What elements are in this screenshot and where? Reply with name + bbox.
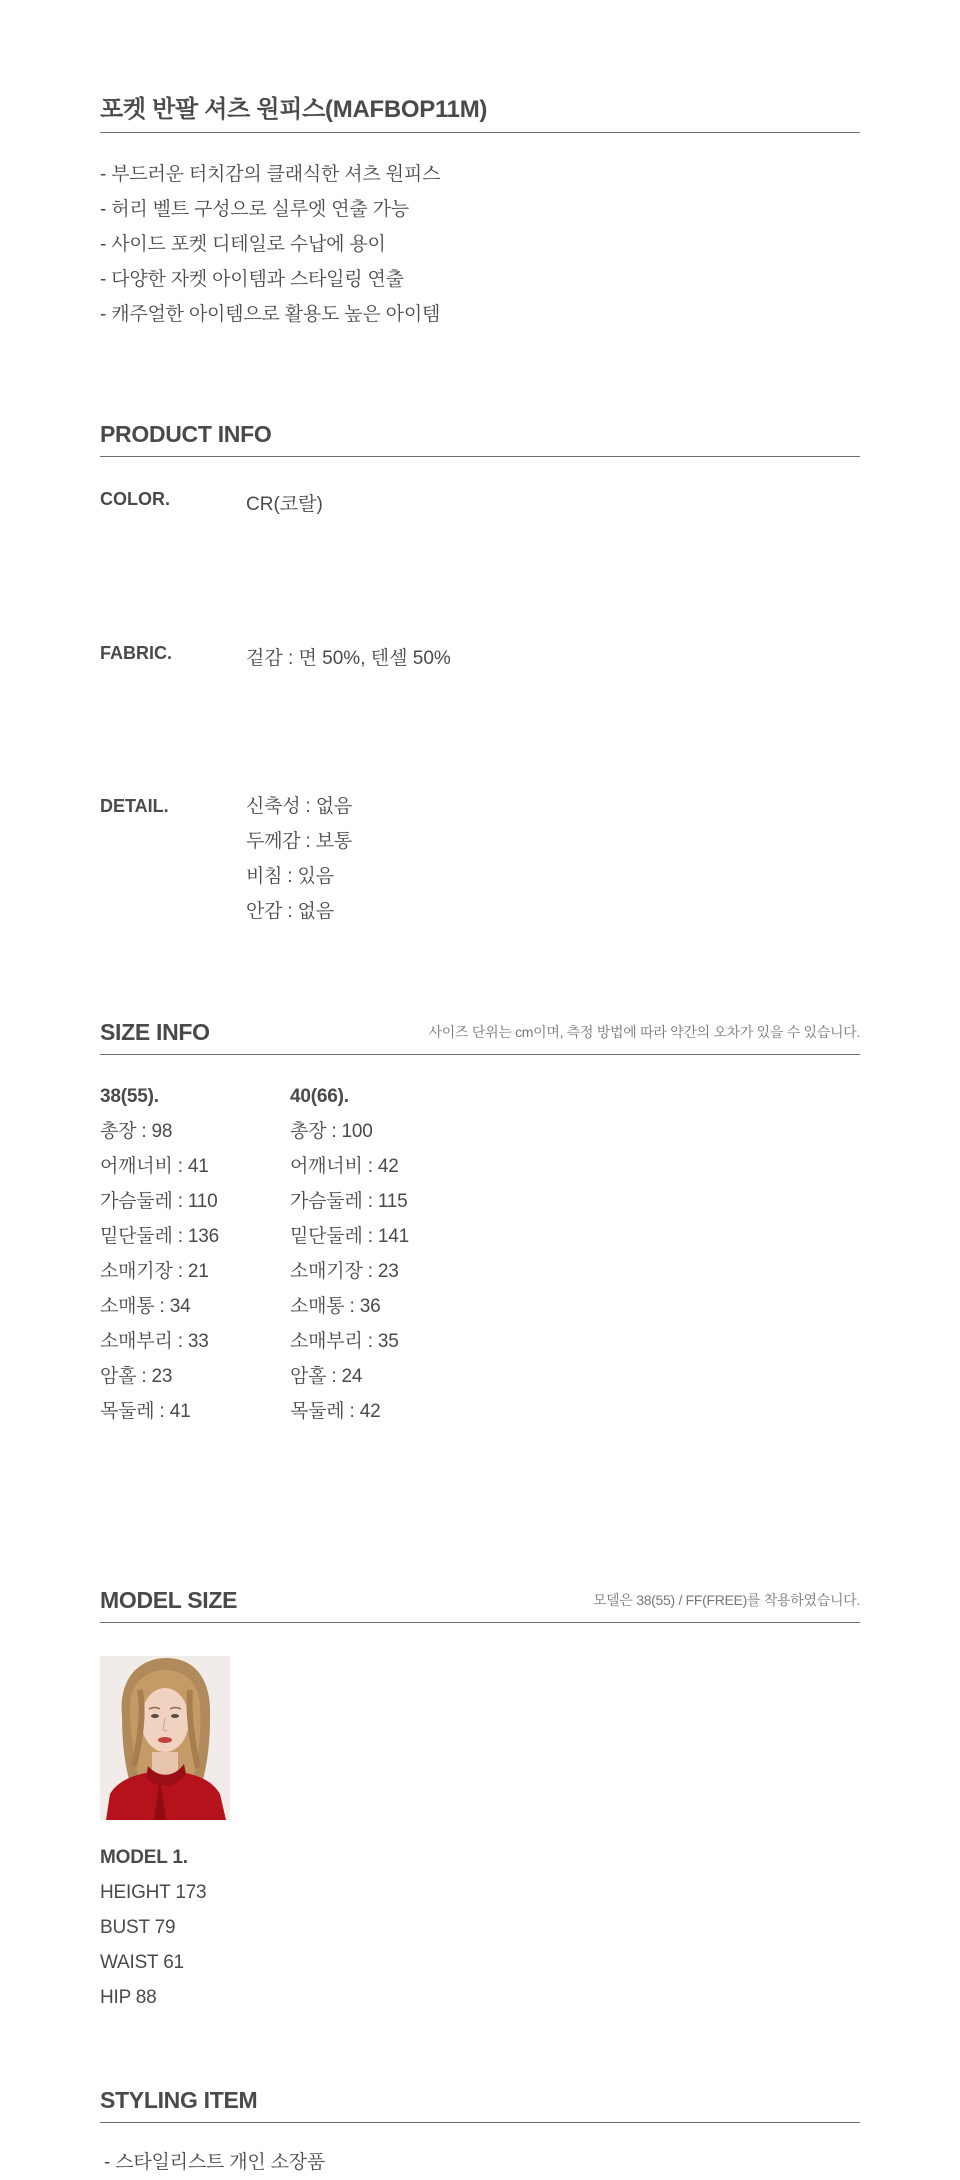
- model-name: MODEL 1.: [100, 1847, 188, 1868]
- detail-label: DETAIL.: [100, 796, 169, 816]
- size-row: 밑단둘레 : 136: [100, 1226, 219, 1247]
- product-title: 포켓 반팔 셔츠 원피스(MAFBOP11M): [100, 96, 488, 123]
- size-row: 가슴둘레 : 110: [100, 1191, 218, 1212]
- product-feature-list: [100, 157, 440, 332]
- feature-line: - 허리 벨트 구성으로 실루엣 연출 가능: [100, 199, 409, 220]
- model-stat: HEIGHT 173: [100, 1882, 207, 1903]
- model-size-note: 모델은 38(55) / FF(FREE)를 착용하였습니다.: [592, 1592, 860, 1608]
- color-value: CR(코랄): [246, 494, 323, 515]
- size-column-40: [290, 1079, 409, 1429]
- product-info-header: [100, 410, 860, 457]
- fabric-label: FABRIC.: [100, 643, 172, 663]
- styling-item-title: STYLING ITEM: [100, 2087, 258, 2113]
- feature-line: - 다양한 자켓 아이템과 스타일링 연출: [100, 269, 404, 290]
- model-size-header: [100, 1576, 860, 1623]
- model-photo: [100, 1656, 230, 1820]
- product-title-header: [100, 88, 860, 133]
- detail-line: 신축성 : 없음: [246, 796, 353, 817]
- detail-line: 안감 : 없음: [246, 901, 334, 922]
- model-stats: [100, 1840, 206, 2015]
- model-stat: BUST 79: [100, 1917, 176, 1938]
- model-stat: WAIST 61: [100, 1952, 184, 1973]
- model-stat: HIP 88: [100, 1987, 157, 2008]
- size-row: 목둘레 : 41: [100, 1401, 191, 1422]
- detail-list: [246, 789, 352, 929]
- styling-item-header: [100, 2076, 860, 2123]
- size-row: 어깨너비 : 42: [290, 1156, 399, 1177]
- size-row: 밑단둘레 : 141: [290, 1226, 409, 1247]
- size-name: 40(66).: [290, 1086, 349, 1107]
- size-row: 소매기장 : 21: [100, 1261, 209, 1282]
- model-portrait-illustration: [100, 1656, 230, 1820]
- size-info-note: 사이즈 단위는 cm이며, 측정 방법에 따라 약간의 오차가 있을 수 있습니다.: [428, 1024, 860, 1040]
- feature-line: - 부드러운 터치감의 클래식한 셔츠 원피스: [100, 164, 441, 185]
- size-row: 총장 : 98: [100, 1121, 173, 1142]
- detail-line: 비침 : 있음: [246, 866, 334, 887]
- color-label: COLOR.: [100, 489, 170, 509]
- size-row: 어깨너비 : 41: [100, 1156, 209, 1177]
- styling-item-list: [104, 2145, 325, 2180]
- model-size-title: MODEL SIZE: [100, 1587, 238, 1613]
- fabric-value: 겉감 : 면 50%, 텐셀 50%: [246, 648, 451, 669]
- feature-line: - 캐주얼한 아이템으로 활용도 높은 아이템: [100, 304, 441, 325]
- size-row: 소매부리 : 35: [290, 1331, 399, 1352]
- size-info-header: [100, 1008, 860, 1055]
- product-info-title: PRODUCT INFO: [100, 421, 272, 447]
- size-row: 소매통 : 36: [290, 1296, 381, 1317]
- detail-line: 두께감 : 보통: [246, 831, 353, 852]
- size-row: 암홀 : 23: [100, 1366, 173, 1387]
- size-row: 목둘레 : 42: [290, 1401, 381, 1422]
- size-name: 38(55).: [100, 1086, 159, 1107]
- feature-line: - 사이드 포켓 디테일로 수납에 용이: [100, 234, 386, 255]
- size-row: 소매기장 : 23: [290, 1261, 399, 1282]
- size-row: 암홀 : 24: [290, 1366, 363, 1387]
- size-info-title: SIZE INFO: [100, 1019, 210, 1045]
- size-row: 소매통 : 34: [100, 1296, 191, 1317]
- size-row: 가슴둘레 : 115: [290, 1191, 408, 1212]
- size-row: 총장 : 100: [290, 1121, 373, 1142]
- size-column-38: [100, 1079, 219, 1429]
- size-row: 소매부리 : 33: [100, 1331, 209, 1352]
- styling-item-line: - 스타일리스트 개인 소장품: [104, 2152, 326, 2173]
